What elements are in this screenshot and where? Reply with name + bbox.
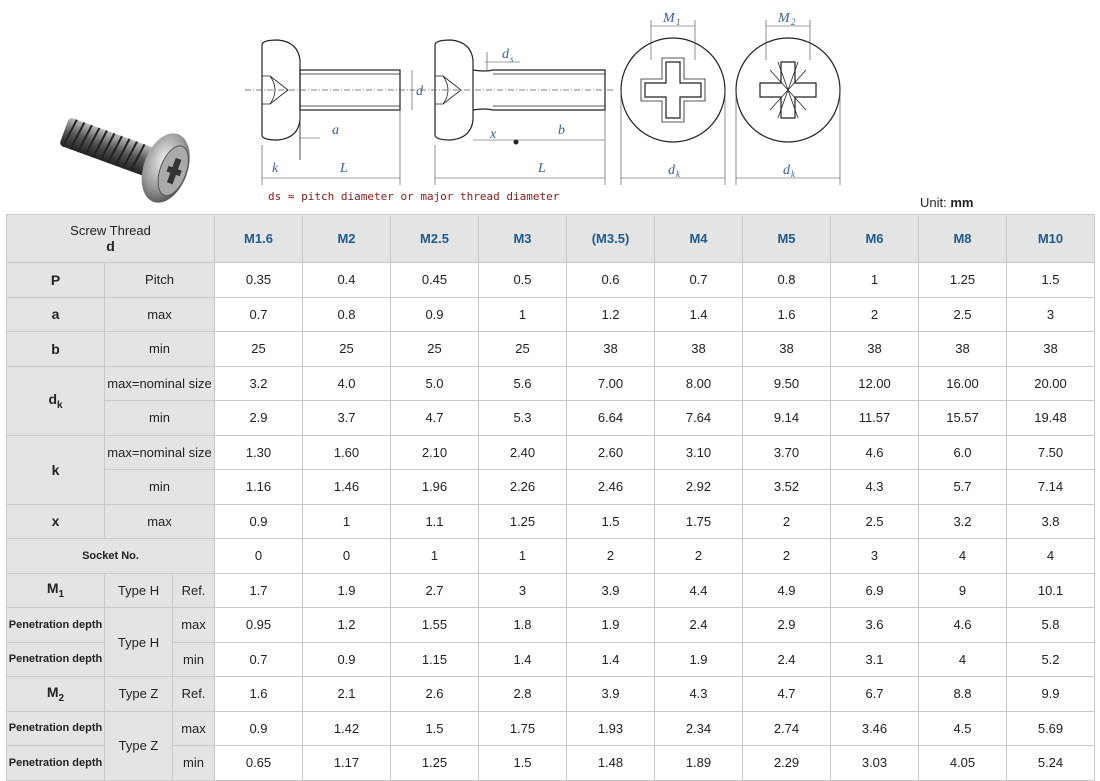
- table-row: [7, 263, 1095, 298]
- table-row: [7, 677, 1095, 712]
- table-header-row: [7, 215, 1095, 263]
- value-cell: 2.4: [655, 608, 743, 643]
- value-cell: 1.4: [567, 642, 655, 677]
- table-row: [7, 332, 1095, 367]
- value-cell: 3.6: [831, 608, 919, 643]
- value-cell: 1.9: [567, 608, 655, 643]
- value-cell: 0.9: [303, 642, 391, 677]
- value-cell: 4.7: [743, 677, 831, 712]
- value-cell: 0.5: [479, 263, 567, 298]
- dim-dk-2: d: [783, 163, 790, 178]
- value-cell: 3.2: [919, 504, 1007, 539]
- value-cell: 2.1: [303, 677, 391, 712]
- symbol-text: d: [48, 390, 57, 407]
- value-cell: 1.6: [215, 677, 303, 712]
- value-cell: 16.00: [919, 366, 1007, 401]
- value-cell: 0.9: [391, 297, 479, 332]
- value-cell: 4: [919, 539, 1007, 574]
- screw-thread-header: [7, 215, 215, 263]
- value-cell: 5.0: [391, 366, 479, 401]
- qualifier-cell: Pitch: [105, 263, 215, 298]
- value-cell: 0.4: [303, 263, 391, 298]
- qualifier-cell: Ref.: [173, 573, 215, 608]
- value-cell: 6.64: [567, 401, 655, 436]
- value-cell: 6.0: [919, 435, 1007, 470]
- qualifier-cell: min: [105, 401, 215, 436]
- symbol-cell: a: [7, 297, 105, 332]
- qualifier-cell: min: [105, 332, 215, 367]
- value-cell: 38: [743, 332, 831, 367]
- value-cell: 3: [1007, 297, 1095, 332]
- penetration-label-cell: Penetration depth: [7, 608, 105, 643]
- symbol-cell: [7, 677, 105, 712]
- value-cell: 9: [919, 573, 1007, 608]
- unit-value: mm: [950, 195, 974, 210]
- dim-a: a: [332, 123, 339, 138]
- value-cell: 1.15: [391, 642, 479, 677]
- screw-photo: [50, 100, 210, 210]
- value-cell: 1: [391, 539, 479, 574]
- value-cell: 2.5: [919, 297, 1007, 332]
- value-cell: 10.1: [1007, 573, 1095, 608]
- socket-label-cell: Socket No.: [7, 539, 215, 574]
- value-cell: 15.57: [919, 401, 1007, 436]
- value-cell: 0.7: [215, 297, 303, 332]
- value-cell: 1: [831, 263, 919, 298]
- value-cell: 1.9: [303, 573, 391, 608]
- value-cell: 5.24: [1007, 746, 1095, 781]
- value-cell: 5.69: [1007, 711, 1095, 746]
- dim-ds: d: [502, 47, 509, 62]
- dim-M1-sub: 1: [676, 17, 681, 27]
- value-cell: 0.65: [215, 746, 303, 781]
- screw-thread-symbol: d: [106, 238, 115, 254]
- size-header: M10: [1007, 215, 1095, 263]
- table-row: [7, 470, 1095, 505]
- value-cell: 0.9: [215, 504, 303, 539]
- screw-thread-label: Screw Thread: [70, 223, 151, 238]
- value-cell: 0.7: [215, 642, 303, 677]
- penetration-label-cell: Penetration depth: [7, 642, 105, 677]
- value-cell: 3.52: [743, 470, 831, 505]
- value-cell: 11.57: [831, 401, 919, 436]
- value-cell: 7.00: [567, 366, 655, 401]
- value-cell: 0.8: [303, 297, 391, 332]
- value-cell: 5.2: [1007, 642, 1095, 677]
- value-cell: 6.9: [831, 573, 919, 608]
- size-header: M6: [831, 215, 919, 263]
- qualifier-cell: Ref.: [173, 677, 215, 712]
- value-cell: 3: [479, 573, 567, 608]
- value-cell: 1.5: [479, 746, 567, 781]
- size-header: M4: [655, 215, 743, 263]
- table-row: [7, 539, 1095, 574]
- value-cell: 4.4: [655, 573, 743, 608]
- value-cell: 38: [919, 332, 1007, 367]
- qualifier-cell: max: [105, 504, 215, 539]
- value-cell: 1.2: [303, 608, 391, 643]
- qualifier-cell: max=nominal size: [105, 435, 215, 470]
- value-cell: 4.3: [655, 677, 743, 712]
- dim-L: L: [340, 161, 348, 176]
- value-cell: 0.35: [215, 263, 303, 298]
- dim-x: x: [490, 127, 497, 142]
- qualifier-cell: min: [173, 642, 215, 677]
- value-cell: 2.4: [743, 642, 831, 677]
- table-row: [7, 711, 1095, 746]
- symbol-text: M: [46, 683, 59, 700]
- value-cell: 25: [479, 332, 567, 367]
- value-cell: 2.6: [391, 677, 479, 712]
- value-cell: 5.6: [479, 366, 567, 401]
- value-cell: 1.48: [567, 746, 655, 781]
- value-cell: 3.7: [303, 401, 391, 436]
- value-cell: 12.00: [831, 366, 919, 401]
- size-header: M3: [479, 215, 567, 263]
- value-cell: 5.3: [479, 401, 567, 436]
- value-cell: 3.10: [655, 435, 743, 470]
- value-cell: 38: [567, 332, 655, 367]
- value-cell: 8.00: [655, 366, 743, 401]
- table-row: [7, 297, 1095, 332]
- value-cell: 2.29: [743, 746, 831, 781]
- value-cell: 8.8: [919, 677, 1007, 712]
- top-view-type-z: [736, 11, 840, 185]
- value-cell: 0.9: [215, 711, 303, 746]
- value-cell: 3: [831, 539, 919, 574]
- value-cell: 1: [479, 539, 567, 574]
- value-cell: 2.5: [831, 504, 919, 539]
- value-cell: 1.89: [655, 746, 743, 781]
- penetration-label-cell: Penetration depth: [7, 711, 105, 746]
- value-cell: 4.9: [743, 573, 831, 608]
- qualifier-cell: max: [173, 608, 215, 643]
- dim-b: b: [558, 123, 565, 138]
- value-cell: 4.6: [919, 608, 1007, 643]
- value-cell: 1.5: [391, 711, 479, 746]
- size-header: M8: [919, 215, 1007, 263]
- dim-ds-sub: s: [510, 54, 514, 64]
- value-cell: 1.25: [919, 263, 1007, 298]
- dim-M1: M: [663, 11, 675, 26]
- value-cell: 9.14: [743, 401, 831, 436]
- value-cell: 4.3: [831, 470, 919, 505]
- value-cell: 0.45: [391, 263, 479, 298]
- value-cell: 2.34: [655, 711, 743, 746]
- dim-dk-1-sub: k: [676, 169, 680, 179]
- value-cell: 7.50: [1007, 435, 1095, 470]
- value-cell: 1.16: [215, 470, 303, 505]
- value-cell: 1.8: [479, 608, 567, 643]
- value-cell: 1.1: [391, 504, 479, 539]
- value-cell: 1.5: [567, 504, 655, 539]
- value-cell: 3.9: [567, 677, 655, 712]
- value-cell: 2.9: [743, 608, 831, 643]
- value-cell: 19.48: [1007, 401, 1095, 436]
- value-cell: 1: [303, 504, 391, 539]
- size-header: M1.6: [215, 215, 303, 263]
- value-cell: 0.8: [743, 263, 831, 298]
- value-cell: 4.7: [391, 401, 479, 436]
- side-view-type-z: [420, 40, 615, 185]
- symbol-cell: x: [7, 504, 105, 539]
- value-cell: 2.92: [655, 470, 743, 505]
- value-cell: 1.60: [303, 435, 391, 470]
- qualifier-cell: min: [105, 470, 215, 505]
- value-cell: 0: [303, 539, 391, 574]
- value-cell: 0.6: [567, 263, 655, 298]
- dim-k: k: [272, 161, 279, 176]
- symbol-subscript: k: [57, 399, 63, 411]
- qualifier-cell: min: [173, 746, 215, 781]
- value-cell: 3.2: [215, 366, 303, 401]
- qualifier-cell: max=nominal size: [105, 366, 215, 401]
- value-cell: 2.60: [567, 435, 655, 470]
- value-cell: 25: [215, 332, 303, 367]
- size-header: M2.5: [391, 215, 479, 263]
- value-cell: 6.7: [831, 677, 919, 712]
- table-row: [7, 401, 1095, 436]
- value-cell: 1: [479, 297, 567, 332]
- dim-dk-1: d: [668, 163, 675, 178]
- diameter-note: ds ≈ pitch diameter or major thread diameter: [268, 190, 560, 203]
- value-cell: 1.2: [567, 297, 655, 332]
- value-cell: 1.93: [567, 711, 655, 746]
- value-cell: 4.5: [919, 711, 1007, 746]
- symbol-subscript: 2: [58, 692, 65, 704]
- value-cell: 25: [303, 332, 391, 367]
- value-cell: 1.46: [303, 470, 391, 505]
- unit-prefix: Unit:: [920, 195, 947, 210]
- value-cell: 9.50: [743, 366, 831, 401]
- value-cell: 20.00: [1007, 366, 1095, 401]
- dim-M2: M: [778, 11, 790, 26]
- penetration-label-cell: Penetration depth: [7, 746, 105, 781]
- type-cell: Type H: [105, 608, 173, 677]
- value-cell: 1.42: [303, 711, 391, 746]
- value-cell: 1.55: [391, 608, 479, 643]
- value-cell: 5.7: [919, 470, 1007, 505]
- value-cell: 7.14: [1007, 470, 1095, 505]
- value-cell: 1.5: [1007, 263, 1095, 298]
- value-cell: 3.03: [831, 746, 919, 781]
- symbol-cell: [7, 366, 105, 435]
- technical-drawing: [240, 0, 860, 210]
- value-cell: 1.9: [655, 642, 743, 677]
- symbol-cell: P: [7, 263, 105, 298]
- dim-dk-2-sub: k: [791, 169, 795, 179]
- value-cell: 1.4: [655, 297, 743, 332]
- value-cell: 2: [831, 297, 919, 332]
- type-cell: Type H: [105, 573, 173, 608]
- value-cell: 7.64: [655, 401, 743, 436]
- value-cell: 0: [215, 539, 303, 574]
- value-cell: 1.4: [479, 642, 567, 677]
- qualifier-cell: max: [105, 297, 215, 332]
- value-cell: 2.46: [567, 470, 655, 505]
- value-cell: 3.70: [743, 435, 831, 470]
- value-cell: 3.46: [831, 711, 919, 746]
- size-header: (M3.5): [567, 215, 655, 263]
- value-cell: 1.17: [303, 746, 391, 781]
- value-cell: 2: [567, 539, 655, 574]
- value-cell: 38: [1007, 332, 1095, 367]
- symbol-cell: b: [7, 332, 105, 367]
- value-cell: 3.1: [831, 642, 919, 677]
- table-row: [7, 608, 1095, 643]
- value-cell: 3.9: [567, 573, 655, 608]
- dim-M2-sub: 2: [791, 17, 796, 27]
- value-cell: 2: [655, 539, 743, 574]
- table-row: [7, 435, 1095, 470]
- value-cell: 9.9: [1007, 677, 1095, 712]
- value-cell: 5.8: [1007, 608, 1095, 643]
- value-cell: 1.25: [391, 746, 479, 781]
- value-cell: 1.30: [215, 435, 303, 470]
- table-row: [7, 366, 1095, 401]
- table-row: [7, 504, 1095, 539]
- value-cell: 4.6: [831, 435, 919, 470]
- value-cell: 38: [655, 332, 743, 367]
- top-view-type-h: [621, 11, 725, 185]
- value-cell: 2: [743, 539, 831, 574]
- symbol-cell: [7, 573, 105, 608]
- value-cell: 2.26: [479, 470, 567, 505]
- value-cell: 4: [919, 642, 1007, 677]
- value-cell: 4: [1007, 539, 1095, 574]
- value-cell: 2.9: [215, 401, 303, 436]
- qualifier-cell: max: [173, 711, 215, 746]
- value-cell: 2.7: [391, 573, 479, 608]
- value-cell: 2.10: [391, 435, 479, 470]
- unit-label: [920, 195, 973, 210]
- table-row: [7, 573, 1095, 608]
- size-header: M2: [303, 215, 391, 263]
- side-view-type-h: [245, 40, 424, 185]
- symbol-subscript: 1: [58, 589, 65, 601]
- value-cell: 1.75: [479, 711, 567, 746]
- value-cell: 25: [391, 332, 479, 367]
- value-cell: 1.96: [391, 470, 479, 505]
- symbol-cell: k: [7, 435, 105, 504]
- value-cell: 1.7: [215, 573, 303, 608]
- type-cell: Type Z: [105, 677, 173, 712]
- dimension-table: [6, 214, 1095, 781]
- value-cell: 0.95: [215, 608, 303, 643]
- value-cell: 4.05: [919, 746, 1007, 781]
- value-cell: 4.0: [303, 366, 391, 401]
- value-cell: 1.75: [655, 504, 743, 539]
- value-cell: 0.7: [655, 263, 743, 298]
- value-cell: 2.40: [479, 435, 567, 470]
- value-cell: 2.8: [479, 677, 567, 712]
- dim-d: d: [416, 84, 423, 99]
- size-header: M5: [743, 215, 831, 263]
- value-cell: 2.74: [743, 711, 831, 746]
- type-cell: Type Z: [105, 711, 173, 780]
- dim-L-2: L: [538, 161, 546, 176]
- value-cell: 3.8: [1007, 504, 1095, 539]
- value-cell: 38: [831, 332, 919, 367]
- value-cell: 2: [743, 504, 831, 539]
- symbol-text: M: [46, 580, 59, 597]
- value-cell: 1.6: [743, 297, 831, 332]
- value-cell: 1.25: [479, 504, 567, 539]
